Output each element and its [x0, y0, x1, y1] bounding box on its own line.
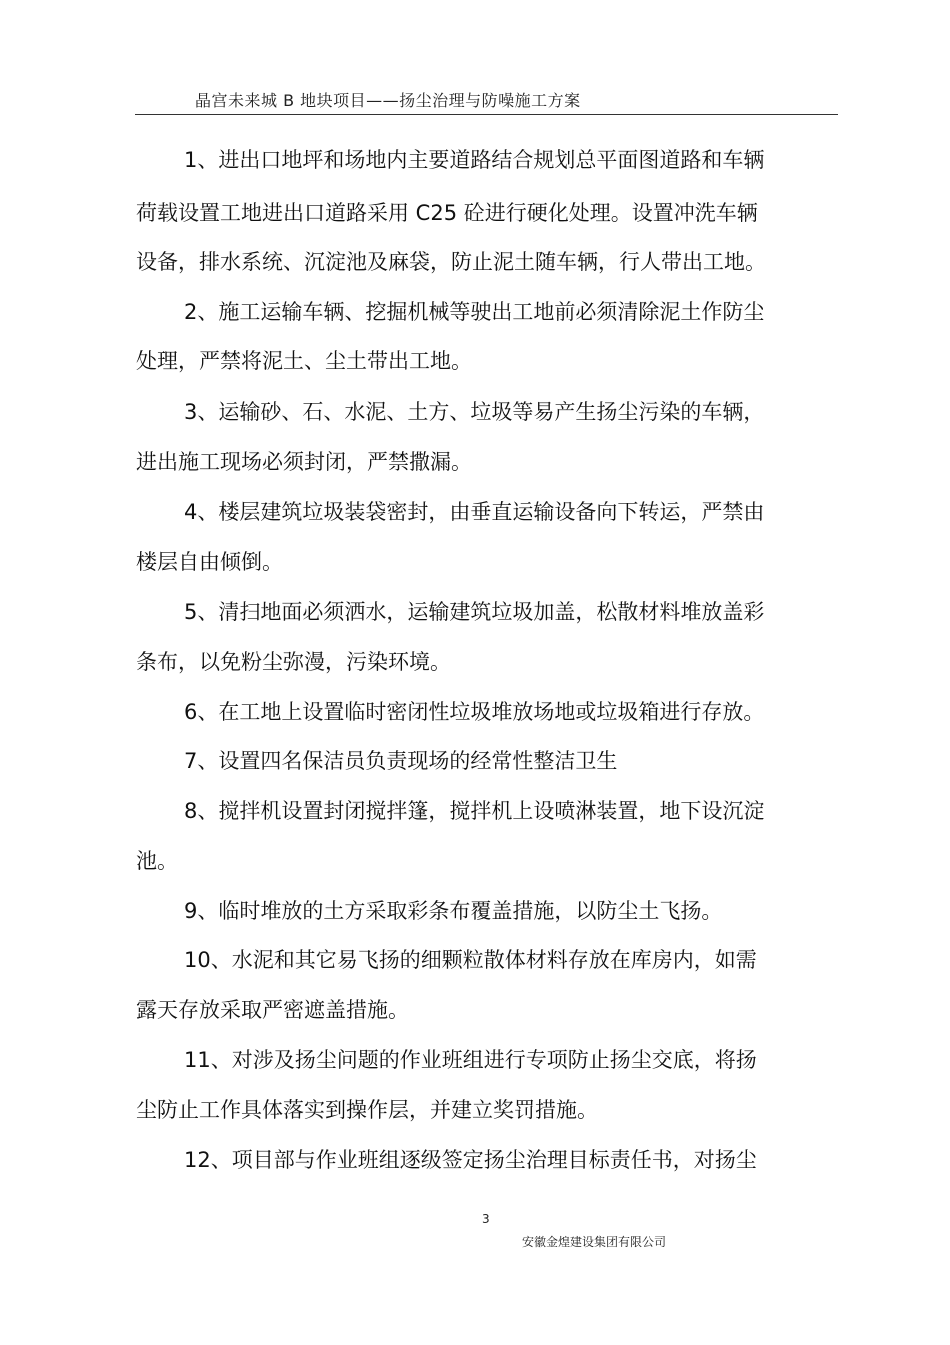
paragraph-9-line-1: 9、临时堆放的土方采取彩条布覆盖措施，以防尘土飞扬。 — [184, 899, 723, 923]
header-rule — [135, 114, 838, 115]
paragraph-11-line-1: 11、对涉及扬尘问题的作业班组进行专项防止扬尘交底，将扬 — [184, 1048, 757, 1072]
paragraph-5-line-1: 5、清扫地面必须洒水，运输建筑垃圾加盖，松散材料堆放盖彩 — [184, 600, 765, 624]
paragraph-7-line-1: 7、设置四名保洁员负责现场的经常性整洁卫生 — [184, 749, 618, 773]
paragraph-10-line-2: 露天存放采取严密遮盖措施。 — [136, 998, 409, 1022]
paragraph-3-line-2: 进出施工现场必须封闭，严禁撒漏。 — [136, 450, 472, 474]
paragraph-8-line-2: 池。 — [136, 849, 178, 873]
paragraph-8-line-1: 8、搅拌机设置封闭搅拌篷，搅拌机上设喷淋装置，地下设沉淀 — [184, 799, 765, 823]
paragraph-4-line-2: 楼层自由倾倒。 — [136, 550, 283, 574]
paragraph-3-line-1: 3、运输砂、石、水泥、土方、垃圾等易产生扬尘污染的车辆， — [184, 400, 765, 424]
paragraph-1-line-3: 设备，排水系统、沉淀池及麻袋，防止泥土随车辆，行人带出工地。 — [136, 250, 766, 274]
paragraph-2-line-1: 2、施工运输车辆、挖掘机械等驶出工地前必须清除泥土作防尘 — [184, 300, 765, 324]
paragraph-12-line-1: 12、项目部与作业班组逐级签定扬尘治理目标责任书，对扬尘 — [184, 1148, 757, 1172]
paragraph-4-line-1: 4、楼层建筑垃圾装袋密封，由垂直运输设备向下转运，严禁由 — [184, 500, 765, 524]
page-number: 3 — [482, 1212, 490, 1226]
paragraph-6-line-1: 6、在工地上设置临时密闭性垃圾堆放场地或垃圾箱进行存放。 — [184, 700, 765, 724]
footer-company: 安徽金煌建设集团有限公司 — [522, 1235, 667, 1249]
page-header: 晶宫未来城 B 地块项目——扬尘治理与防噪施工方案 — [195, 91, 581, 110]
paragraph-1-line-2: 荷载设置工地进出口道路采用 C25 砼进行硬化处理。设置冲洗车辆 — [136, 201, 758, 225]
paragraph-5-line-2: 条布，以免粉尘弥漫，污染环境。 — [136, 650, 451, 674]
paragraph-1-line-1: 1、进出口地坪和场地内主要道路结合规划总平面图道路和车辆 — [184, 148, 765, 172]
paragraph-2-line-2: 处理，严禁将泥土、尘土带出工地。 — [136, 349, 472, 373]
paragraph-11-line-2: 尘防止工作具体落实到操作层，并建立奖罚措施。 — [136, 1098, 598, 1122]
paragraph-10-line-1: 10、水泥和其它易飞扬的细颗粒散体材料存放在库房内，如需 — [184, 948, 757, 972]
